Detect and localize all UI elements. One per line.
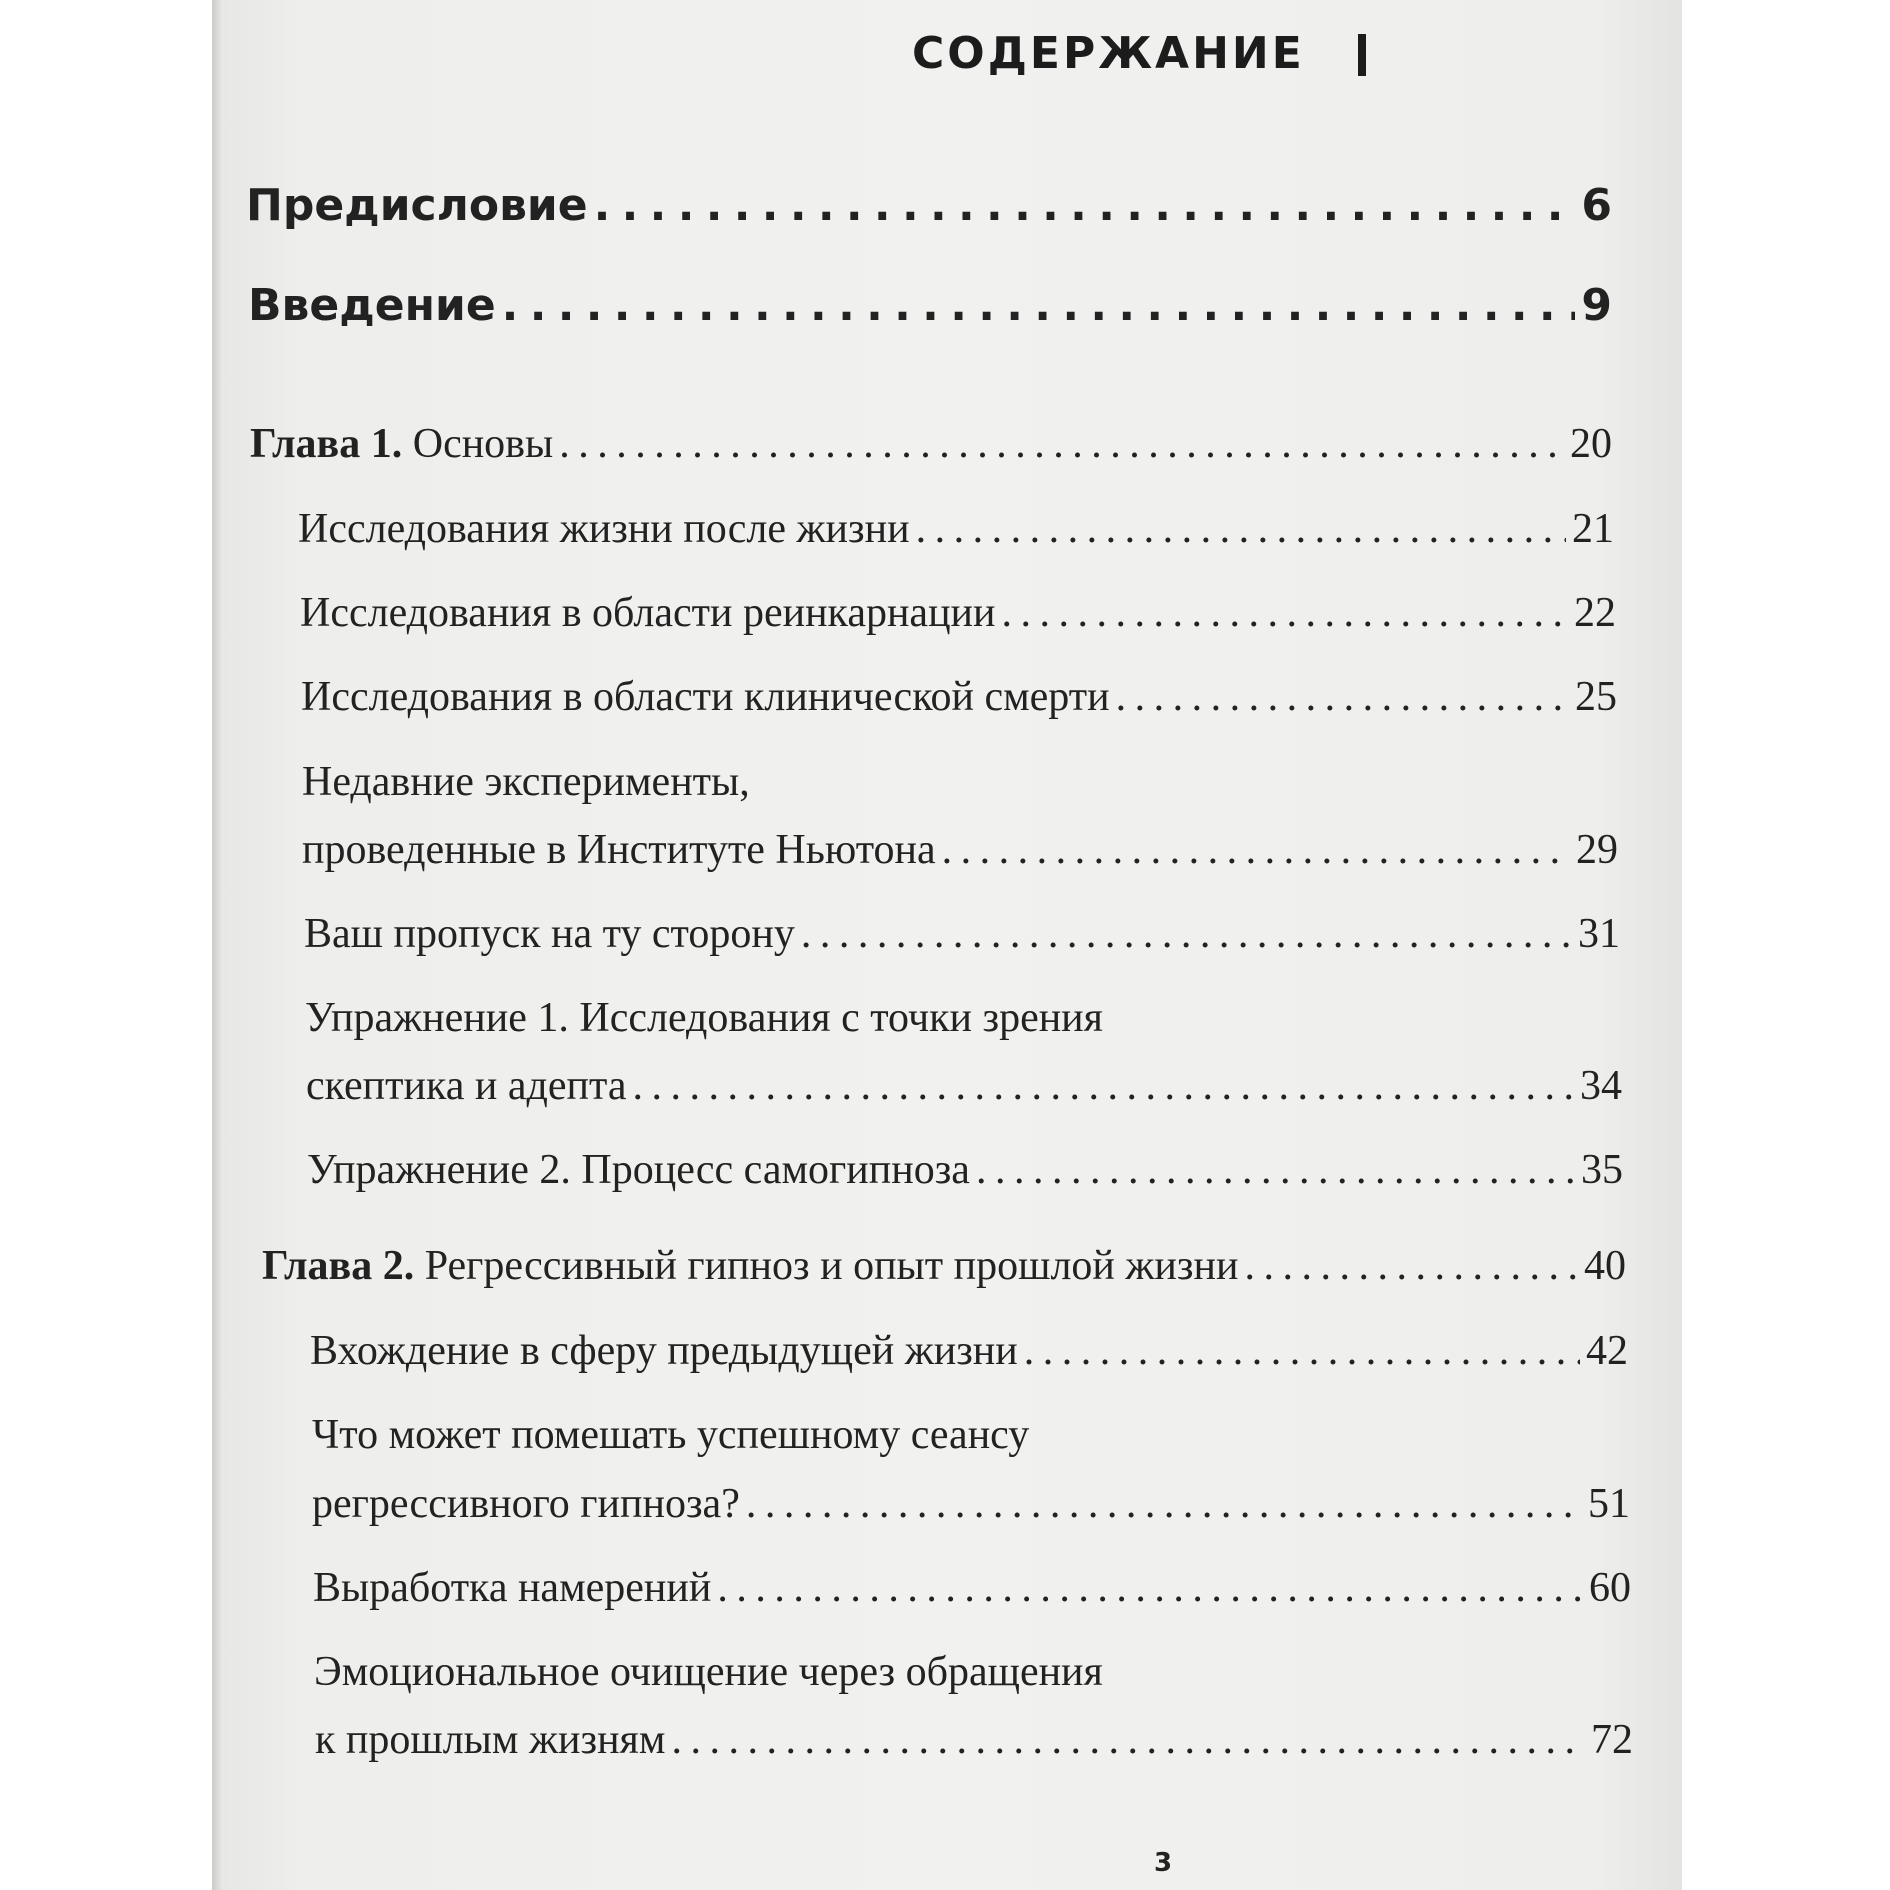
dot-leader bbox=[559, 420, 1564, 468]
toc-entry[interactable] bbox=[312, 1480, 1630, 1528]
toc-entry-label: Предисловие bbox=[246, 180, 588, 231]
toc-entry-label: проведенные в Институте Ньютона bbox=[302, 827, 936, 873]
dot-leader bbox=[1024, 1327, 1580, 1375]
toc-entry[interactable] bbox=[313, 1564, 1631, 1612]
toc-entry-page: 20 bbox=[1570, 421, 1612, 467]
dot-leader bbox=[671, 1716, 1585, 1764]
toc-entry[interactable] bbox=[301, 673, 1617, 721]
toc-entry-label: к прошлым жизням bbox=[315, 1717, 666, 1763]
title-bar-ornament bbox=[1358, 34, 1366, 76]
toc-entry-page: 31 bbox=[1578, 911, 1620, 957]
dot-leader bbox=[746, 1480, 1582, 1528]
toc-chapter-1[interactable] bbox=[250, 420, 1612, 468]
toc-entry[interactable] bbox=[304, 910, 1620, 958]
toc-entry-page: 25 bbox=[1575, 674, 1617, 720]
toc-entry-label: скептика и адепта bbox=[306, 1063, 627, 1109]
toc-entry-label: Исследования жизни после жизни bbox=[298, 506, 910, 552]
toc-entry-line1: Что может помешать успешному сеансу bbox=[312, 1412, 1030, 1458]
dot-leader bbox=[1116, 673, 1569, 721]
dot-leader bbox=[1244, 1242, 1578, 1290]
toc-entry-introduction[interactable] bbox=[248, 280, 1612, 331]
dot-leader bbox=[801, 910, 1572, 958]
toc-entry-label: Ваш пропуск на ту сторону bbox=[304, 911, 795, 957]
toc-entry-preface[interactable] bbox=[246, 180, 1612, 231]
toc-chapter-2[interactable] bbox=[262, 1242, 1626, 1290]
chapter-title: Основы bbox=[412, 421, 554, 467]
dot-leader bbox=[1002, 589, 1568, 637]
toc-entry-label: Исследования в области реинкарнации bbox=[300, 590, 996, 636]
dot-leader bbox=[976, 1146, 1575, 1194]
toc-entry-label bbox=[262, 1242, 1238, 1290]
chapter-prefix: Глава 2. bbox=[262, 1243, 415, 1289]
toc-entry-label: Вхождение в сферу предыдущей жизни bbox=[310, 1328, 1018, 1374]
toc-entry-label: Выработка намерений bbox=[313, 1565, 712, 1611]
toc-entry-label: Упражнение 2. Процесс самогипноза bbox=[307, 1147, 970, 1193]
toc-entry-page: 60 bbox=[1589, 1565, 1631, 1611]
dot-leader bbox=[916, 505, 1566, 553]
toc-entry-page: 21 bbox=[1572, 506, 1614, 552]
dot-leader bbox=[594, 180, 1576, 231]
toc-entry-page: 72 bbox=[1591, 1717, 1633, 1763]
chapter-prefix: Глава 1. bbox=[250, 421, 403, 467]
toc-entry-page: 42 bbox=[1586, 1328, 1628, 1374]
toc-entry-page: 22 bbox=[1574, 590, 1616, 636]
dot-leader bbox=[942, 826, 1570, 874]
toc-entry[interactable] bbox=[310, 1327, 1628, 1375]
dot-leader bbox=[717, 1564, 1583, 1612]
toc-title: СОДЕРЖАНИЕ bbox=[912, 28, 1305, 79]
dot-leader bbox=[632, 1062, 1574, 1110]
toc-entry-page: 9 bbox=[1581, 280, 1612, 331]
toc-entry[interactable] bbox=[302, 826, 1618, 874]
toc-entry-label bbox=[250, 420, 553, 468]
toc-entry-page: 29 bbox=[1576, 827, 1618, 873]
toc-entry[interactable] bbox=[298, 505, 1614, 553]
toc-entry-label: Исследования в области клинической смерти bbox=[301, 674, 1110, 720]
toc-entry-line1: Недавние эксперименты, bbox=[302, 759, 750, 805]
toc-entry-page: 34 bbox=[1580, 1063, 1622, 1109]
page-number: 3 bbox=[1154, 1848, 1173, 1878]
toc-entry-page: 35 bbox=[1581, 1147, 1623, 1193]
toc-entry[interactable] bbox=[315, 1716, 1633, 1764]
toc-entry-line1: Эмоциональное очищение через обращения bbox=[314, 1649, 1103, 1695]
toc-entry-page: 6 bbox=[1581, 180, 1612, 231]
dot-leader bbox=[502, 280, 1576, 331]
toc-entry-label: Введение bbox=[248, 280, 496, 331]
chapter-title: Регрессивный гипноз и опыт прошлой жизни bbox=[424, 1243, 1239, 1289]
toc-entry-page: 51 bbox=[1588, 1481, 1630, 1527]
toc-entry[interactable] bbox=[306, 1062, 1622, 1110]
toc-entry-page: 40 bbox=[1584, 1243, 1626, 1289]
toc-entry-label: регрессивного гипноза? bbox=[312, 1481, 740, 1527]
toc-entry-line1: Упражнение 1. Исследования с точки зрения bbox=[305, 995, 1103, 1041]
toc-entry[interactable] bbox=[300, 589, 1616, 637]
book-page bbox=[212, 0, 1682, 1890]
toc-entry[interactable] bbox=[307, 1146, 1623, 1194]
page-edge-shadow bbox=[212, 0, 222, 1890]
